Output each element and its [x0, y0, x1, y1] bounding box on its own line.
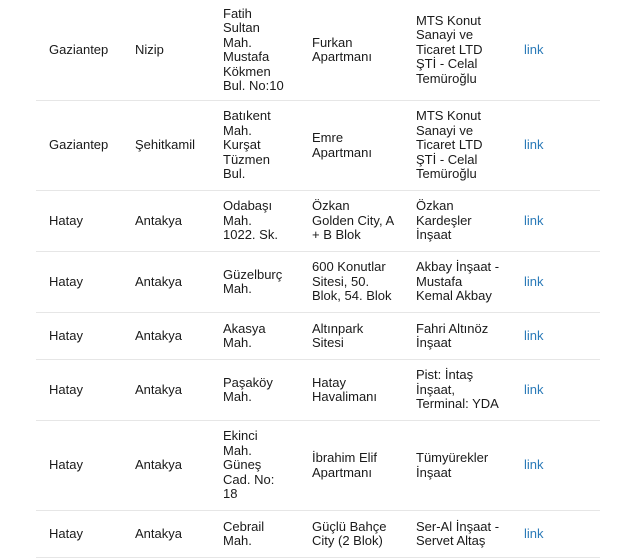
- city-cell: Gaziantep: [49, 137, 109, 153]
- building-cell: Hatay Havalimanı: [312, 374, 378, 404]
- city-cell: Hatay: [49, 273, 83, 289]
- district-cell: Antakya: [135, 457, 182, 473]
- table-row: [36, 511, 600, 558]
- table-row: [36, 101, 600, 191]
- contractor-cell: Fahri Altınöz İnşaat: [416, 320, 489, 350]
- source-link[interactable]: link: [524, 273, 544, 289]
- contractor-cell: Tümyürekler İnşaat: [416, 450, 489, 480]
- source-link[interactable]: link: [524, 381, 544, 397]
- building-cell: İbrahim Elif Apartmanı: [312, 450, 378, 480]
- table-row: [36, 0, 600, 101]
- source-link[interactable]: link: [524, 212, 544, 228]
- district-cell: Antakya: [135, 381, 182, 397]
- address-cell: Güzelburç Mah.: [223, 266, 283, 296]
- district-cell: Antakya: [135, 273, 182, 289]
- building-table: [36, 0, 600, 558]
- contractor-cell: Ser-Al İnşaat - Servet Altaş: [416, 518, 500, 548]
- district-cell: Şehitkamil: [135, 137, 195, 153]
- district-cell: Antakya: [135, 327, 182, 343]
- address-cell: Odabaşı Mah. 1022. Sk.: [223, 198, 278, 243]
- table-row: [36, 252, 600, 313]
- building-cell: 600 Konutlar Sitesi, 50. Blok, 54. Blok: [312, 259, 392, 304]
- address-cell: Paşaköy Mah.: [223, 374, 273, 404]
- city-cell: Hatay: [49, 381, 83, 397]
- address-cell: Akasya Mah.: [223, 320, 266, 350]
- contractor-cell: Akbay İnşaat - Mustafa Kemal Akbay: [416, 259, 500, 304]
- address-cell: Cebrail Mah.: [223, 518, 265, 548]
- district-cell: Nizip: [135, 41, 164, 57]
- address-cell: Ekinci Mah. Güneş Cad. No: 18: [223, 428, 275, 502]
- contractor-cell: Pist: İntaş İnşaat, Terminal: YDA: [416, 367, 499, 412]
- city-cell: Hatay: [49, 457, 83, 473]
- table-row: [36, 360, 600, 421]
- city-cell: Hatay: [49, 212, 83, 228]
- city-cell: Gaziantep: [49, 41, 109, 57]
- source-link[interactable]: link: [524, 327, 544, 343]
- table-row: [36, 313, 600, 360]
- contractor-cell: MTS Konut Sanayi ve Ticaret LTD ŞTİ - Celal Temüroğlu: [416, 12, 483, 86]
- district-cell: Antakya: [135, 212, 182, 228]
- district-cell: Antakya: [135, 525, 182, 541]
- address-cell: Batıkent Mah. Kurşat Tüzmen Bul.: [223, 108, 271, 182]
- building-cell: Emre Apartmanı: [312, 130, 372, 160]
- building-cell: Özkan Golden City, A + B Blok: [312, 198, 395, 243]
- contractor-cell: Özkan Kardeşler İnşaat: [416, 198, 472, 243]
- building-cell: Altınpark Sitesi: [312, 320, 364, 350]
- table-row: [36, 421, 600, 511]
- city-cell: Hatay: [49, 327, 83, 343]
- building-cell: Güçlü Bahçe City (2 Blok): [312, 518, 387, 548]
- source-link[interactable]: link: [524, 137, 544, 153]
- contractor-cell: MTS Konut Sanayi ve Ticaret LTD ŞTİ - Celal Temüroğlu: [416, 108, 483, 182]
- city-cell: Hatay: [49, 525, 83, 541]
- source-link[interactable]: link: [524, 525, 544, 541]
- table-row: [36, 191, 600, 252]
- source-link[interactable]: link: [524, 457, 544, 473]
- building-cell: Furkan Apartmanı: [312, 34, 372, 64]
- address-cell: Fatih Sultan Mah. Mustafa Kökmen Bul. No:10: [223, 5, 284, 93]
- source-link[interactable]: link: [524, 41, 544, 57]
